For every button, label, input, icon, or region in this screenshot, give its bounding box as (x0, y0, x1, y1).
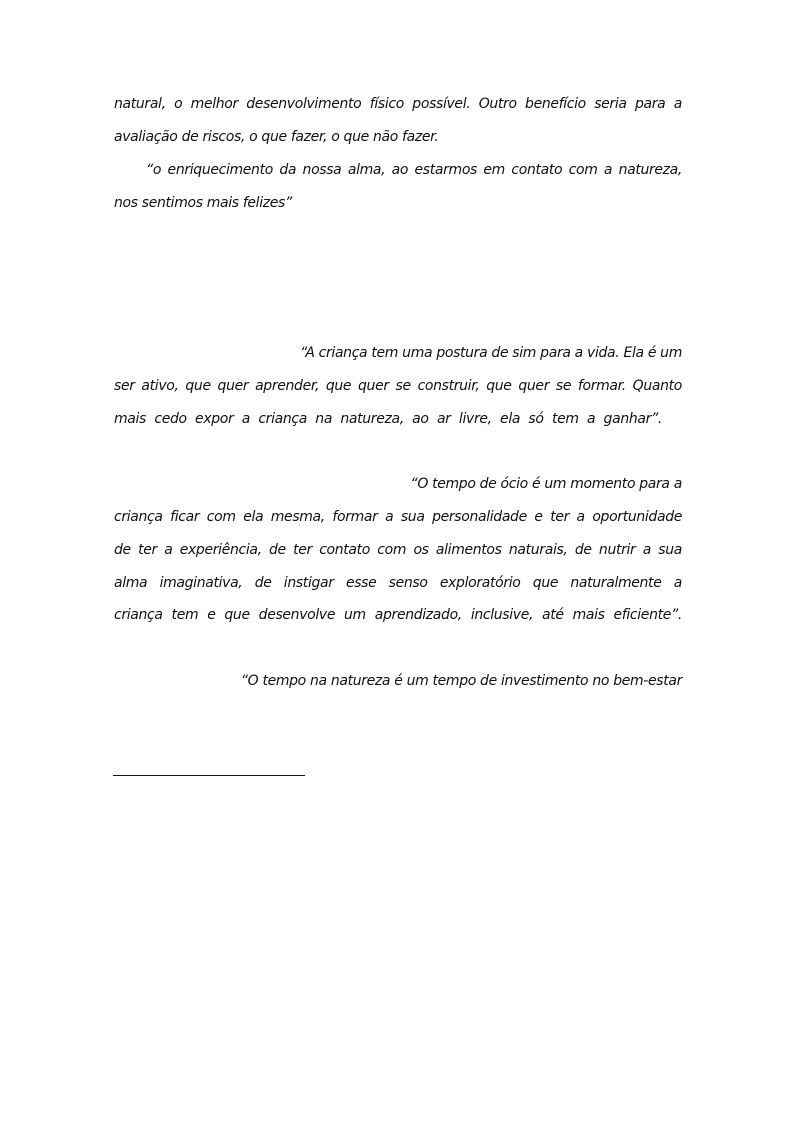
quote-line: “O tempo de ócio é um momento para a (410, 476, 682, 492)
quote-line: ser ativo, que quer aprender, que quer se construir, que quer se formar. Quanto (114, 378, 682, 394)
quote-line: criança ficar com ela mesma, formar a sua personalidade e ter a oportunidade (114, 509, 682, 525)
quote-line: “O tempo na natureza é um tempo de investimento no bem-estar (240, 673, 682, 689)
quote-line: nos sentimos mais felizes” (114, 195, 292, 211)
footnote-separator (113, 775, 305, 776)
quote-line: mais cedo expor a criança na natureza, ao ar livre, ela só tem a ganhar”. (114, 411, 662, 427)
quote-line: criança tem e que desenvolve um aprendizado, inclusive, até mais eficiente”. (114, 607, 682, 623)
paragraph-line: avaliação de riscos, o que fazer, o que não fazer. (114, 129, 439, 145)
quote-line: “A criança tem uma postura de sim para a vida. Ela é um (300, 345, 682, 361)
quote-line: alma imaginativa, de instigar esse senso exploratório que naturalmente a (114, 575, 682, 591)
quote-line: de ter a experiência, de ter contato com os alimentos naturais, de nutrir a sua (114, 542, 682, 558)
paragraph-line: natural, o melhor desenvolvimento físico possível. Outro benefício seria para a (114, 96, 682, 112)
quote-line: “o enriquecimento da nossa alma, ao estarmos em contato com a natureza, (146, 162, 682, 178)
